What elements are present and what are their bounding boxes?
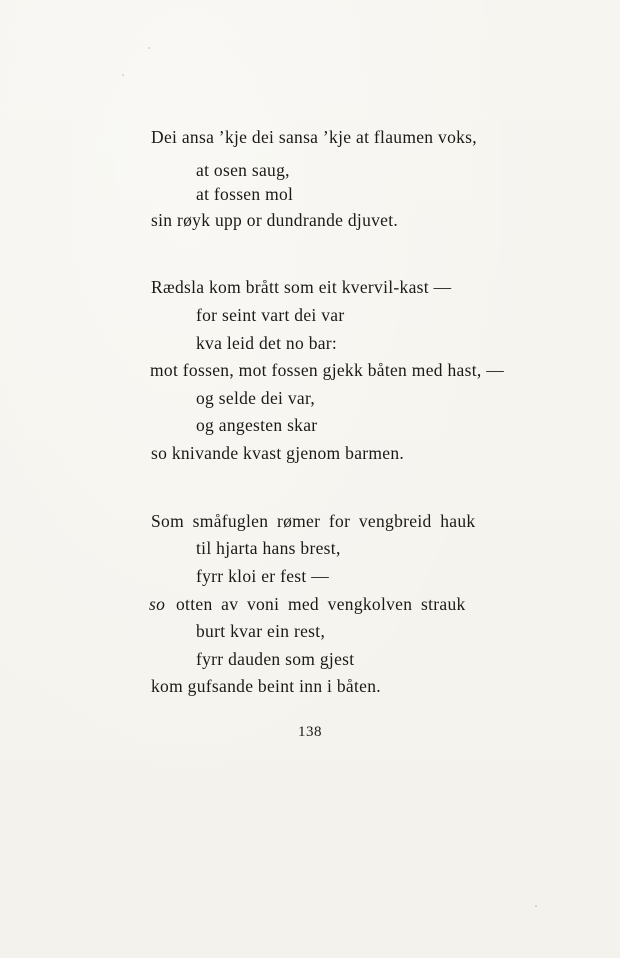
paper-speck: [122, 74, 124, 76]
verse-line: kom gufsande beint inn i båten.: [151, 676, 381, 696]
verse-line: at fossen mol: [196, 184, 294, 204]
verse-line: otten av voni med vengkolven strauk: [176, 594, 466, 614]
verse-line: sin røyk upp or dundrande djuvet.: [151, 210, 399, 230]
verse-line: og selde dei var,: [196, 388, 316, 408]
paper-speck: [148, 47, 150, 49]
paper-speck: [535, 905, 537, 907]
verse-line: Dei ansa ’kje dei sansa ’kje at flaumen voks,: [151, 127, 477, 147]
verse-line: burt kvar ein rest,: [196, 621, 326, 641]
verse-line: mot fossen, mot fossen gjekk båten med hast, —: [150, 360, 505, 380]
verse-line: fyrr kloi er fest —: [196, 566, 330, 586]
verse-line: for seint vart dei var: [196, 305, 345, 325]
verse-line: kva leid det no bar:: [196, 333, 338, 353]
verse-line-italic-word: so: [149, 594, 166, 614]
verse-line: og angesten skar: [196, 415, 318, 435]
verse-line: til hjarta hans brest,: [196, 538, 341, 558]
verse-line: Rædsla kom brått som eit kvervil-kast —: [151, 277, 452, 297]
verse-line: at osen saug,: [196, 160, 290, 180]
verse-line: Som småfuglen rømer for vengbreid hauk: [151, 511, 476, 531]
verse-line: fyrr dauden som gjest: [196, 649, 355, 669]
verse-line: so knivande kvast gjenom barmen.: [151, 443, 405, 463]
page-number: 138: [298, 724, 322, 740]
